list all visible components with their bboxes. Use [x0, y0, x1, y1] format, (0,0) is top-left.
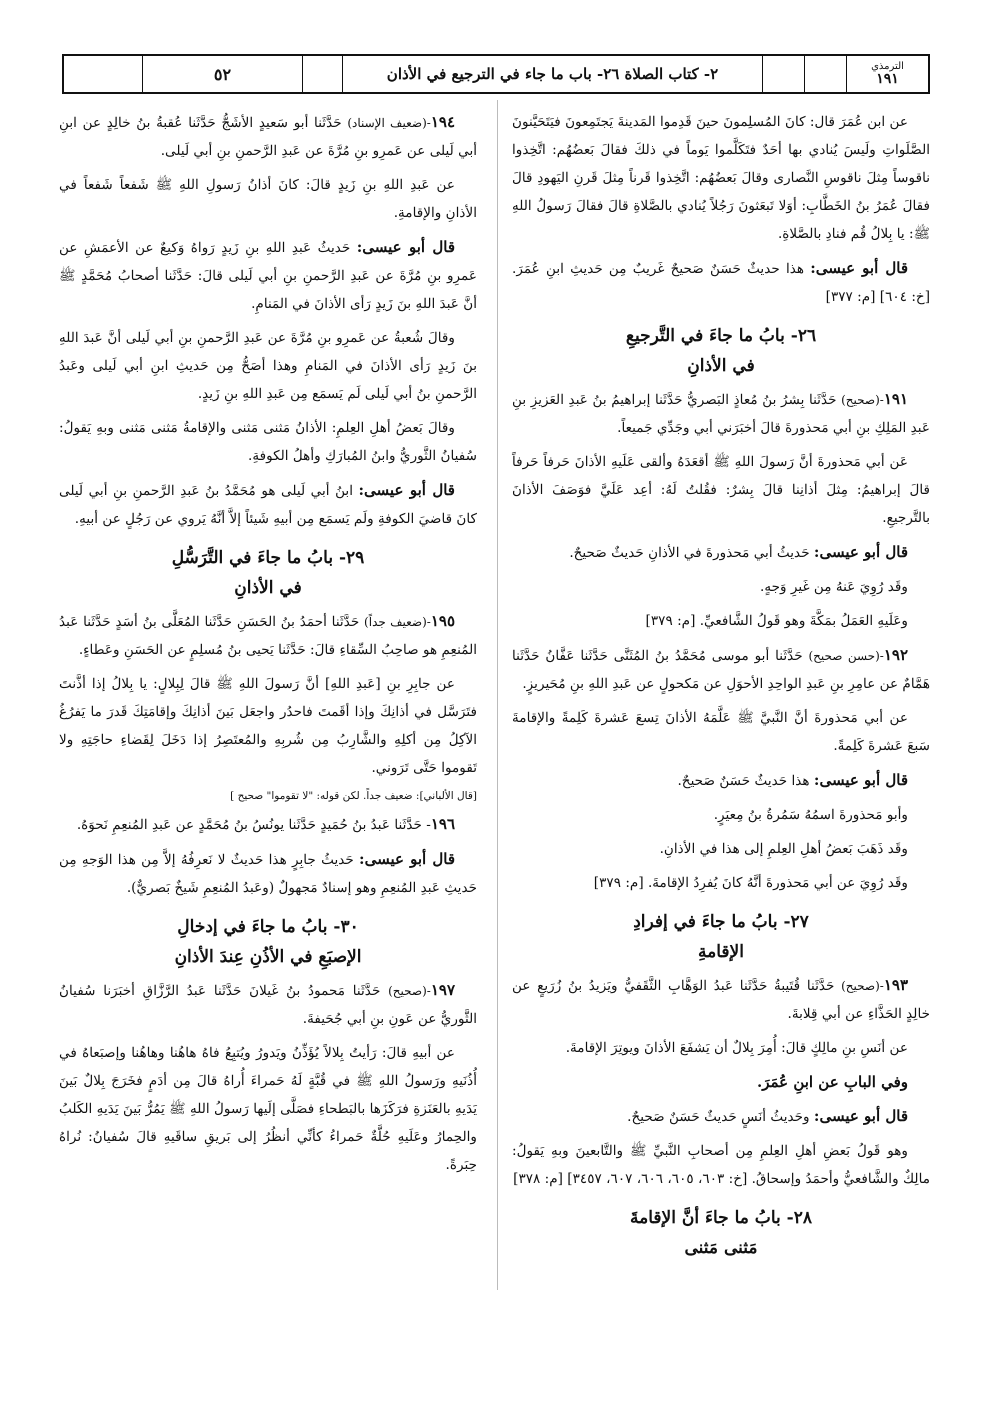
isnad-text: حَدَّثَنا قُتَيبةُ حَدَّثَنا عَبدُ الوَهَّابِ الثَّقَفيُّ ويَزيدُ بنُ زُرَيعٍ عن خالِدٍ الحَذَّاءِ عن أبي قِلابةَ. [512, 978, 930, 1022]
abu-isa-lead: قال أبو عيسى: [813, 543, 908, 561]
hadith-matn: عن جابِرِ بنِ [عَبدِ اللهِ] أنَّ رَسولَ اللهِ ﷺ قالَ لِبِلالٍ: يا بِلالُ إذا أذَّنتَ فتَرَسَّل في أذانِكَ وإذا أقَمتَ فاحدُر واجعَل بَينَ أذانِكَ وإقامَتِكَ قَدرَ ما يَفرُغُ الآكِلُ مِن أكلِهِ والشَّارِبُ مِن شُربِهِ والمُعتَصِرُ إذا دَخَلَ لِقَضاءِ حاجَتِهِ ولا تَقوموا حَتَّى تَرَوني. [59, 676, 477, 776]
hadith-grade: -(صحيح) [841, 393, 884, 407]
hadith-matn: عن أبيهِ قالَ: رَأيتُ بِلالاً يُؤَذِّنُ ويَدورُ ويُتبِعُ فاهُ هاهُنا وهاهُنا وإصبَعاهُ في أُذُنَيهِ ورَسولُ اللهِ ﷺ في قُبَّةٍ لَهُ حَمراءَ أُراهُ قالَ مِن أدَمٍ فخَرَجَ بِلالٌ بَينَ يَدَيهِ بالعَنَزةِ فرَكَزَها بالبَطحاءِ فصَلَّى إلَيها رَسولُ اللهِ ﷺ يَمُرُّ بَينَ يَدَيهِ الكَلبُ والحِمارُ وعَلَيهِ حُلَّةٌ حَمراءُ كأنِّي أنظُرُ إلى بَريقِ ساقَيهِ قالَ سُفيانُ: نُراهُ حِبَرةً. [59, 1045, 477, 1173]
paragraph: وعَلَيهِ العَمَلُ بمَكَّةَ وهو قَولُ الشَّافعيِّ. [م: ٣٧٩] [645, 613, 908, 629]
running-title: ٢- كتاب الصلاة ٢٦- باب ما جاء في الترجيع في الأذان [342, 56, 762, 92]
paragraph [512, 254, 930, 311]
paragraph: وهو قَولُ بَعضِ أهلِ العِلمِ مِن أصحابِ النَّبيِّ ﷺ والتَّابعينَ وبهِ يَقولُ: مالِكٌ والشَّافعيُّ وأحمَدُ وإسحاقُ. [خ: ٦٠٣، ٦٠٥، ٦٠٦، ٦٠٧، ٣٤٥٧] [م: ٣٧٨] [512, 1143, 930, 1187]
hadith-isnad [59, 607, 477, 664]
volume-cell [846, 56, 928, 92]
volume-page: ١٩١ [876, 71, 899, 87]
header-blank-cell [804, 56, 846, 92]
header-blank-cell [762, 56, 804, 92]
hadith-matn: عن عَبدِ اللهِ بنِ زَيدٍ قالَ: كانَ أذانُ رَسولِ اللهِ ﷺ شَفعاً شَفعاً في الأذانِ والإقامةِ. [59, 177, 477, 221]
hadith-grade: -(ضعيف جداً) [364, 615, 431, 629]
paragraph-text: هذا حَديثٌ حَسَنٌ صَحيحٌ. [677, 773, 814, 789]
heading-line: ٣٠- بابُ ما جاءَ في إدخالِ [177, 917, 359, 937]
hadith-grade: -(صحيح) [841, 979, 884, 993]
abu-isa-lead: قال أبو عيسى: [813, 771, 908, 789]
heading-line: مَثنى مَثنى [684, 1238, 758, 1258]
paragraph: وقالَ شُعبةُ عن عَمرِو بنِ مُرَّةَ عن عَبدِ الرَّحمنِ بنِ أبي لَيلى أنَّ عَبدَ اللهِ بنَ زَيدٍ رَأى الأذانَ في المَنامِ وهذا أصَحُّ مِن حَديثِ ابنِ أبي لَيلى وعَبدُ الرَّحمنِ بنُ أبي لَيلى لَم يَسمَع مِن عَبدِ اللهِ بنِ زَيدٍ. [59, 330, 477, 402]
hadith-number: ١٩٢ [883, 646, 908, 664]
isnad-text: - حَدَّثَنا عَبدُ بنُ حُمَيدٍ حَدَّثَنا يونُسُ بنُ مُحَمَّدٍ عن عَبدِ المُنعِمِ نَحوَهُ. [76, 817, 431, 833]
paragraph [59, 845, 477, 902]
hadith-matn: عن أنَسِ بنِ مالِكٍ قالَ: أُمِرَ بِلالٌ أن يَشفَعَ الأذانَ ويوتِرَ الإقامةَ. [565, 1040, 908, 1056]
abu-isa-lead: قال أبو عيسى: [356, 238, 455, 256]
paragraph-text: ابنُ أبي لَيلى هو مُحَمَّدُ بنُ عَبدِ الرَّحمنِ بنِ أبي لَيلى كانَ قاضيَ الكوفةِ ولَم يَسمَع مِن أبيهِ شَيئاً إلاَّ أنَّهُ يَروي عن رَجُلٍ عن أبيهِ. [59, 483, 477, 527]
hadith-grade: -(حسن صحيح) [808, 649, 884, 663]
paragraph [59, 233, 477, 318]
isnad-text: حَدَّثَنا أبو موسى مُحَمَّدُ بنُ المُثَنَّى حَدَّثَنا عَفَّانُ حَدَّثَنا هَمَّامٌ عن عامِرِ بنِ عَبدِ الواحِدِ الأحوَلِ عن مَكحولٍ عن عَبدِ اللهِ بنِ مُحَيريزٍ. [512, 648, 930, 692]
hadith-isnad [512, 971, 930, 1028]
header-blank-cell [302, 56, 342, 92]
chapter-heading [59, 912, 477, 972]
hadith-grade: -(ضعيف الإسناد) [347, 116, 431, 130]
hadith-number: ١٩٥ [430, 612, 455, 630]
hadith-isnad [59, 810, 477, 839]
isnad-text: حَدَّثَنا بِشرُ بنُ مُعاذٍ البَصريُّ حَدَّثَنا إبراهيمُ بنُ عَبدِ العَزيزِ بنِ عَبدِ المَلِكِ بنِ أبي مَحذورةَ قالَ أخبَرَني أبي وجَدِّي جَميعاً. [512, 392, 930, 436]
hadith-number: ١٩٣ [883, 976, 908, 994]
heading-line: ٢٩- بابُ ما جاءَ في التَّرَسُّلِ [171, 548, 365, 568]
paragraph: وفي البابِ عن ابنِ عُمَرَ. [756, 1073, 908, 1091]
header-blank-cell [64, 56, 142, 92]
isnad-text: حَدَّثَنا أحمَدُ بنُ الحَسَنِ حَدَّثَنا المُعَلَّى بنُ أسَدٍ حَدَّثَنا عَبدُ المُنعِمِ هو صاحِبُ السِّقاءِ قالَ: حَدَّثَنا يَحيى بنُ مُسلِمٍ عن الحَسَنِ وعَطاءٍ. [59, 614, 477, 658]
hadith-matn: عَن أبي مَحذورةَ أنَّ رَسولَ اللهِ ﷺ أقعَدَهُ وألقى عَلَيهِ الأذانَ حَرفاً حَرفاً قالَ إبراهيمُ: مِثلَ أذانِنا قالَ بِشرٌ: فقُلتُ لَهُ: أعِد عَلَيَّ فوَصَفَ الأذانَ بالتَّرجيعِ. [512, 454, 930, 526]
chapter-heading [512, 321, 930, 381]
hadith-matn: عن أبي مَحذورةَ أنَّ النَّبيَّ ﷺ عَلَّمَهُ الأذانَ تِسعَ عَشرةَ كَلِمةً والإقامةَ سَبعَ عَشرةَ كَلِمةً. [512, 710, 930, 754]
isnad-text: حَدَّثَنا مَحمودُ بنُ غَيلانَ حَدَّثَنا عَبدُ الرَّزَّاقِ أخبَرَنا سُفيانُ الثَّوريُّ عن عَونِ بنِ أبي جُحَيفةَ. [59, 983, 477, 1027]
paragraph: وقَد رُوِيَ عن أبي مَحذورةَ أنَّهُ كانَ يُفرِدُ الإقامةَ. [م: ٣٧٩] [593, 875, 908, 891]
hadith-isnad [512, 385, 930, 442]
heading-line: ٢٨- بابُ ما جاءَ أنَّ الإقامةَ [630, 1208, 812, 1228]
column-divider [497, 100, 498, 1290]
hadith-number: ١٩٧ [430, 981, 455, 999]
heading-line: في الأذانِ [234, 578, 302, 598]
chapter-heading [59, 543, 477, 603]
chapter-heading [512, 1203, 930, 1263]
paragraph [512, 1102, 930, 1131]
paragraph-text: حَديثُ أبي مَحذورةَ في الأذانِ حَديثٌ صَحيحٌ. [569, 545, 814, 561]
albani-note: [قال الألباني]: ضعيف جداً. لكن قوله: "لا تقوموا" صحيح ] [230, 790, 477, 802]
hadith-isnad [59, 976, 477, 1033]
paragraph-text: حَديثُ جابِرٍ هذا حَديثٌ لا نَعرِفُهُ إلاَّ مِن هذا الوَجهِ مِن حَديثِ عَبدِ المُنعِمِ وهو إسنادٌ مَجهولٌ (وعَبدُ المُنعِمِ شَيخٌ بَصريٌّ). [59, 852, 477, 896]
hadith-number: ١٩٦ [430, 815, 455, 833]
volume-label: الترمذي [871, 61, 904, 72]
left-column [59, 108, 477, 1185]
heading-line: في الأذانِ [687, 356, 755, 376]
chapter-heading [512, 907, 930, 967]
page-header [62, 54, 930, 94]
paragraph: عن ابن عُمَرَ قال: كانَ المُسلِمونَ حينَ قَدِموا المَدينةَ يَجتَمِعونَ فيَتَحَيَّنونَ الصَّلَواتِ ولَيسَ يُنادي بها أحَدٌ فتَكَلَّموا يَوماً في ذلكَ فقالَ بَعضُهُم: اتَّخِذوا ناقوساً مِثلَ ناقوسِ النَّصارى وقالَ بَعضُهُم: اتَّخِذوا قَرناً مِثلَ قَرنِ اليَهودِ قالَ فقالَ عُمَرُ بنُ الخَطَّابِ: أوَلا تَبعَثونَ رَجُلاً يُنادي بالصَّلاةِ قالَ فقالَ رَسولُ اللهِ ﷺ: يا بِلالُ قُم فنادِ بالصَّلاةِ. [512, 114, 930, 242]
paragraph: وقَد رُوِيَ عَنهُ مِن غَيرِ وَجهٍ. [760, 579, 908, 595]
page-number: ٥٢ [142, 56, 302, 92]
heading-line: ٢٧- بابُ ما جاءَ في إفرادِ [633, 912, 809, 932]
paragraph [59, 476, 477, 533]
paragraph: وقَد ذَهَبَ بَعضُ أهلِ العِلمِ إلى هذا في الأذانِ. [659, 841, 908, 857]
right-column [512, 108, 930, 1267]
hadith-number: ١٩١ [883, 390, 908, 408]
paragraph: وأبو مَحذورةَ اسمُهُ سَمُرةُ بنُ مِعيَرٍ. [713, 807, 908, 823]
paragraph-text: هذا حديثٌ حَسَنٌ صَحيحٌ غَريبٌ مِن حَديثِ ابنِ عُمَرَ. [خ: ٦٠٤] [م: ٣٧٧] [512, 261, 930, 305]
abu-isa-lead: قال أبو عيسى: [359, 850, 455, 868]
hadith-number: ١٩٤ [430, 113, 455, 131]
paragraph-text: حَديثُ عَبدِ اللهِ بنِ زَيدٍ رَواهُ وَكيعٌ عن الأعمَشِ عن عَمرِو بنِ مُرَّةَ عن عَبدِ الرَّحمنِ بنِ أبي لَيلى قالَ: حَدَّثَنا أصحابُ مُحَمَّدٍ ﷺ أنَّ عَبدَ اللهِ بنَ زَيدٍ رَأى الأذانَ في المَنامِ. [59, 240, 477, 312]
heading-line: الإقامةِ [698, 942, 744, 962]
hadith-isnad [512, 641, 930, 698]
paragraph [512, 766, 930, 795]
hadith-isnad [59, 108, 477, 165]
paragraph: وقالَ بَعضُ أهلِ العِلمِ: الأذانُ مَثنى مَثنى والإقامةُ مَثنى مَثنى وبهِ يَقولُ: سُفيانُ الثَّوريُّ وابنُ المُبارَكِ وأهلُ الكوفةِ. [59, 420, 477, 464]
abu-isa-lead: قال أبو عيسى: [810, 259, 908, 277]
abu-isa-lead: قال أبو عيسى: [358, 481, 455, 499]
heading-line: ٢٦- بابُ ما جاءَ في التَّرجيعِ [625, 326, 817, 346]
hadith-grade: -(صحيح) [388, 984, 431, 998]
abu-isa-lead: قال أبو عيسى: [813, 1107, 908, 1125]
paragraph-text: وحَديثُ أنَسٍ حَديثٌ حَسَنٌ صَحيحٌ. [627, 1109, 814, 1125]
heading-line: الإصبَعِ في الأذُنِ عِندَ الأذانِ [174, 947, 362, 967]
paragraph [512, 538, 930, 567]
isnad-text: حَدَّثَنا أبو سَعيدٍ الأشَجُّ حَدَّثَنا عُقبةُ بنُ خالِدٍ عن ابنِ أبي لَيلى عن عَمرِو بنِ مُرَّةَ عن عَبدِ الرَّحمنِ بنِ أبي لَيلى. [59, 115, 477, 159]
